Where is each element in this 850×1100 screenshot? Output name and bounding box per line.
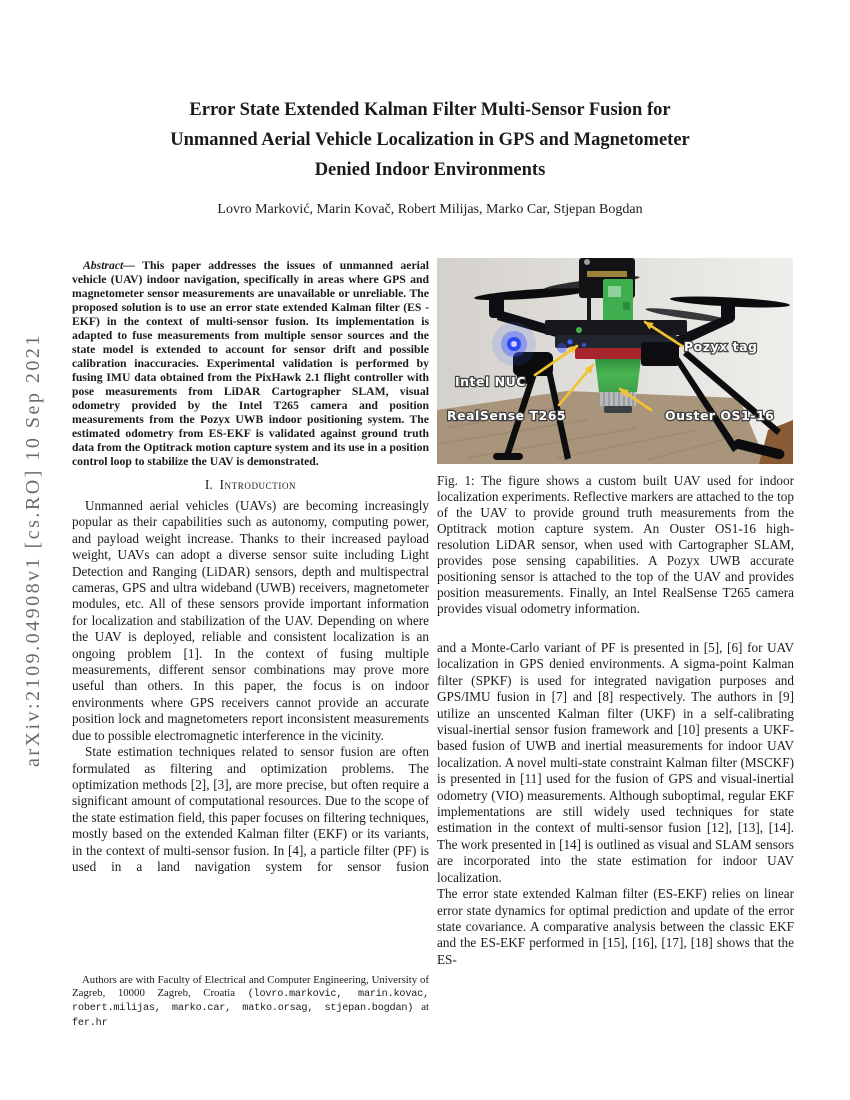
figure-1-caption: Fig. 1: The figure shows a custom built UAV used for indoor localization experiments. Reflective markers are attached to the top of the UAV to provide ground truth measurements from the Optitrack motion capture system. An Ouster OS1-16 high-resolution LiDAR sensor, when used with Cartographer SLAM, provides pose sensing capabilities. A Pozyx UWB accurate positioning sensor is attached to the top of the UAV and provides position measurements. Finally, an Intel RealSense T265 camera provides visual odometry information.: [437, 473, 794, 616]
section-heading-introduction: [72, 476, 429, 493]
footnote-emails: (lovro.markovic, marin.kovac, robert.milijas, marko.car, matko.orsag, stjepan.bogdan): [72, 988, 429, 1015]
footnote-affiliation: Authors are with Faculty of Electrical and Computer Engineering, University of Zagreb, 10000 Zagreb, Croatia: [72, 974, 429, 999]
label-ouster: Ouster OS1-16: [665, 408, 775, 423]
title-line-1: Error State Extended Kalman Filter Multi-Sensor Fusion for: [189, 100, 671, 120]
right-column: [437, 258, 794, 968]
motor-right: [721, 300, 735, 322]
authors-line: Lovro Marković, Marin Kovač, Robert Milijas, Marko Car, Stjepan Bogdan: [217, 202, 643, 217]
intro-paragraph-4: The error state extended Kalman filter (ES-EKF) relies on linear error state dynamics for optimal prediction and update of the error state covariance. A comparative analysis between the classic EKF and the ES-EKF performed in [15], [16], [17], [18] shows that the ES-: [437, 886, 794, 967]
intro-paragraph-3: and a Monte-Carlo variant of PF is presented in [5], [6] for UAV localization in GPS denied environments. A sigma-point Kalman filter (SPKF) is used for integrated navigation purposes and GPS/IMU fusion in [7] and [8] respectively. The authors in [9] utilize an unscented Kalman filter (UKF) in a self-calibrating visual-inertial sensor fusion framework and [10] presents a UKF-based fusion of UWB and inertial measurements for indoor UAV localization. A novel multi-state constraint Kalman filter (MSCKF) is presented in [11] used for the fusion of GPS and visual-inertial odometry (VIO) measurements. Although suboptimal, regular EKF implementations are still widely used techniques for state estimation in the context of multi-sensor fusion [12], [13], [14]. The work presented in [14] is outlined as visual and SLAM sensors are incorporated into the state estimation for indoor UAV localization.: [437, 640, 794, 885]
abstract-body: This paper addresses the issues of unmanned aerial vehicle (UAV) indoor navigation, specifically in areas where GPS and magnetometer sensor measurements are unavailable or unreliable. The proposed solution is to use an error state extended Kalman filter (ES -EKF) in the context of multi-sensor fusion. Its implementation is adapted to fuse measurements from multiple sensor sources and the state model is extended to account for sensor drift and possible calibration inaccuracies. Experimental validation is performed by fusing IMU data obtained from the PixHawk 2.1 flight controller with pose measurements from LiDAR Cartographer SLAM, visual odometry provided by the Intel T265 camera and position measurements from the Pozyx UWB indoor positioning system. The estimated odometry from ES-EKF is validated against ground truth data from the Optitrack motion capture system and its use in a position control loop to stabilize the UAV is demonstrated.: [72, 259, 429, 468]
side-box: [641, 342, 679, 366]
label-pozyx: Pozyx tag: [684, 339, 758, 354]
paper-title: [75, 95, 785, 185]
intro-paragraph-1: Unmanned aerial vehicles (UAVs) are becoming increasingly popular as their capabilities such as autonomy, computing power, and payload weight increase. Thanks to their increased payload weight, UAVs can adopt a diverse sensor suite including Light Detection and Ranging (LiDAR) sensors, depth and multispectral cameras, GPS and ultra wideband (UWB) receivers, magnetometer modules, etc. All of these sensors provide important information for localization and stabilization of the UAV. Depending on where the UAV is deployed, reliable and consistent localization is an ongoing problem [1]. In the context of fusing multiple measurements, different sensor combinations may prove more useful than others. In this paper, the focus is on indoor environments where GPS receivers cannot provide an accurate position lock and magnetometers report inconsistent measurements due to possible electromagnetic interference in the vicinity.: [72, 498, 429, 743]
abstract-label: Abstract—: [83, 259, 135, 272]
pozyx-board: [603, 279, 633, 324]
figure-1: [437, 258, 794, 617]
abstract: [72, 259, 429, 469]
motor-left: [489, 294, 504, 318]
author-footnote: [72, 974, 429, 1030]
footnote-domain: fer.hr: [72, 1017, 108, 1029]
section-number: I.: [204, 477, 213, 492]
uav-photo: [437, 258, 793, 464]
title-line-3: Denied Indoor Environments: [314, 160, 546, 180]
title-line-2: Unmanned Aerial Vehicle Localization in GPS and Magnetometer: [170, 130, 690, 150]
arxiv-watermark: arXiv:2109.04908v1 [cs.RO] 10 Sep 2021: [22, 333, 44, 767]
section-title: Introduction: [219, 477, 297, 492]
label-realsense: RealSense T265: [447, 408, 567, 423]
footnote-connector: at: [413, 1001, 429, 1014]
left-column: [72, 259, 429, 875]
label-intel-nuc: Intel NUC: [455, 374, 526, 389]
ouster-lidar: [595, 359, 641, 392]
reflective-marker: [584, 259, 590, 265]
uav-frame-deck: [545, 320, 687, 335]
red-plate: [575, 348, 643, 359]
intro-paragraph-2: State estimation techniques related to sensor fusion are often formulated as filtering and optimization problems. The optimization methods [2], [3], are more precise, but often require a significant amount of computational resources. Due to the scope of the state estimation field, this paper focuses on filtering techniques, mostly based on the extended Kalman filter (EKF) or its variants, in the context of multi-sensor fusion. In [4], a particle filter (PF) is used in a land navigation system for sensor fusion: [72, 744, 429, 874]
ouster-base: [600, 392, 636, 406]
